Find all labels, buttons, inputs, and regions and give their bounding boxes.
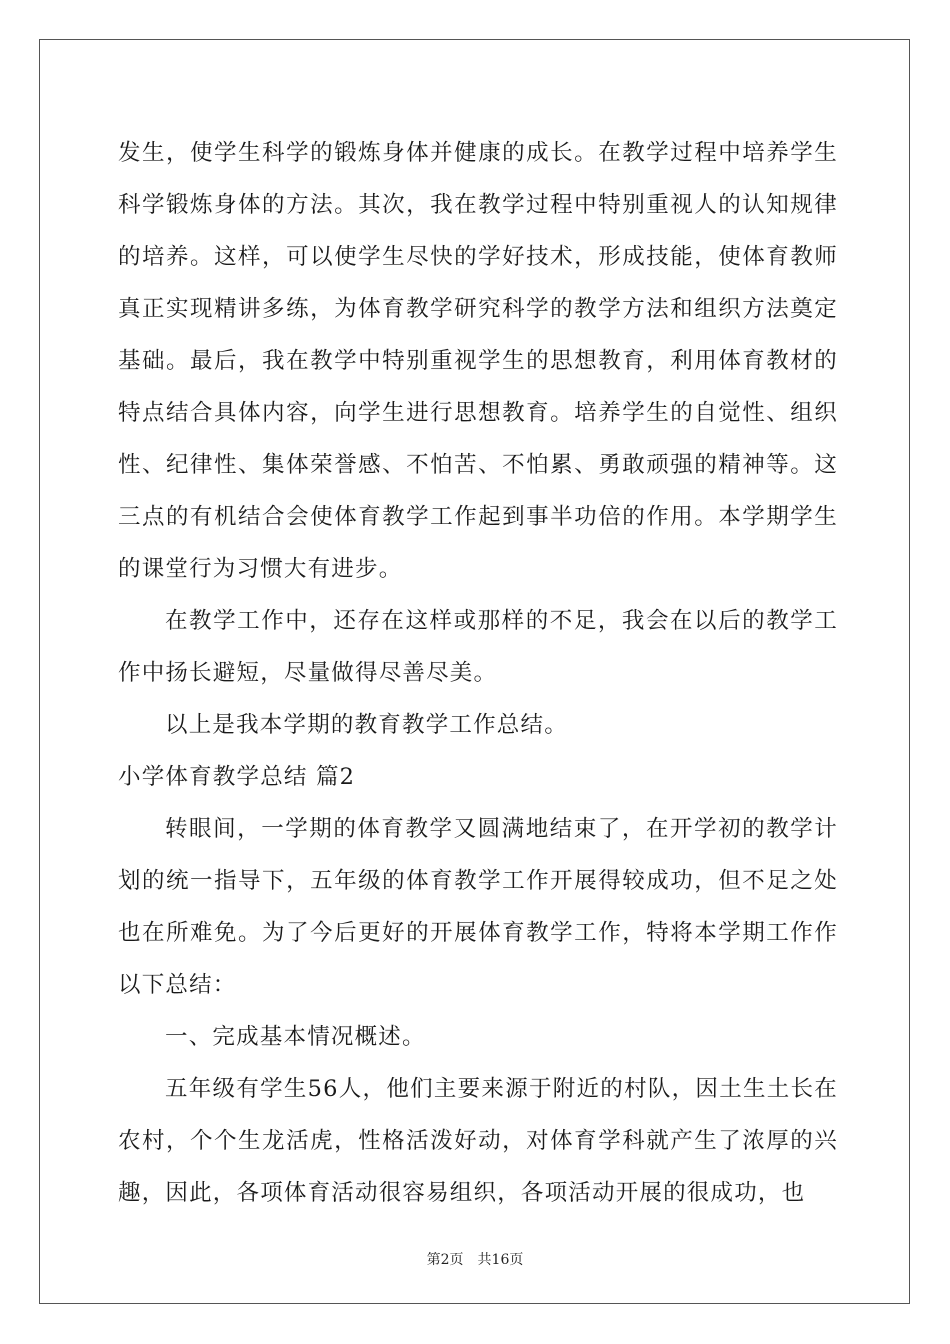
document-body <box>118 127 838 1219</box>
paragraph: 五年级有学生56人，他们主要来源于附近的村队，因土生土长在农村，个个生龙活虎，性格活泼好动，对体育学科就产生了浓厚的兴趣，因此，各项体育活动很容易组织，各项活动开展的很成功，也 <box>118 1076 838 1206</box>
paragraph: 在教学工作中，还存在这样或那样的不足，我会在以后的教学工作中扬长避短，尽量做得尽善尽美。 <box>118 608 838 686</box>
paragraph: 转眼间，一学期的体育教学又圆满地结束了，在开学初的教学计划的统一指导下，五年级的体育教学工作开展得较成功，但不足之处也在所难免。为了今后更好的开展体育教学工作，特将本学期工作作以下总结： <box>118 816 838 998</box>
section-heading: 小学体育教学总结 篇2 <box>118 764 356 790</box>
page-total: 共16页 <box>477 1252 524 1268</box>
page-footer <box>0 1249 950 1269</box>
paragraph: 发生，使学生科学的锻炼身体并健康的成长。在教学过程中培养学生科学锻炼身体的方法。其次，我在教学过程中特别重视人的认知规律的培养。这样，可以使学生尽快的学好技术，形成技能，使体育教师真正实现精讲多练，为体育教学研究科学的教学方法和组织方法奠定基础。最后，我在教学中特别重视学生的思想教育，利用体育教材的特点结合具体内容，向学生进行思想教育。培养学生的自觉性、组织性、纪律性、集体荣誉感、不怕苦、不怕累、勇敢顽强的精神等。这三点的有机结合会使体育教学工作起到事半功倍的作用。本学期学生的课堂行为习惯大有进步。 <box>118 140 838 582</box>
paragraph: 以上是我本学期的教育教学工作总结。 <box>165 712 568 738</box>
paragraph: 一、完成基本情况概述。 <box>165 1024 426 1050</box>
page-number: 第2页 <box>426 1252 464 1268</box>
